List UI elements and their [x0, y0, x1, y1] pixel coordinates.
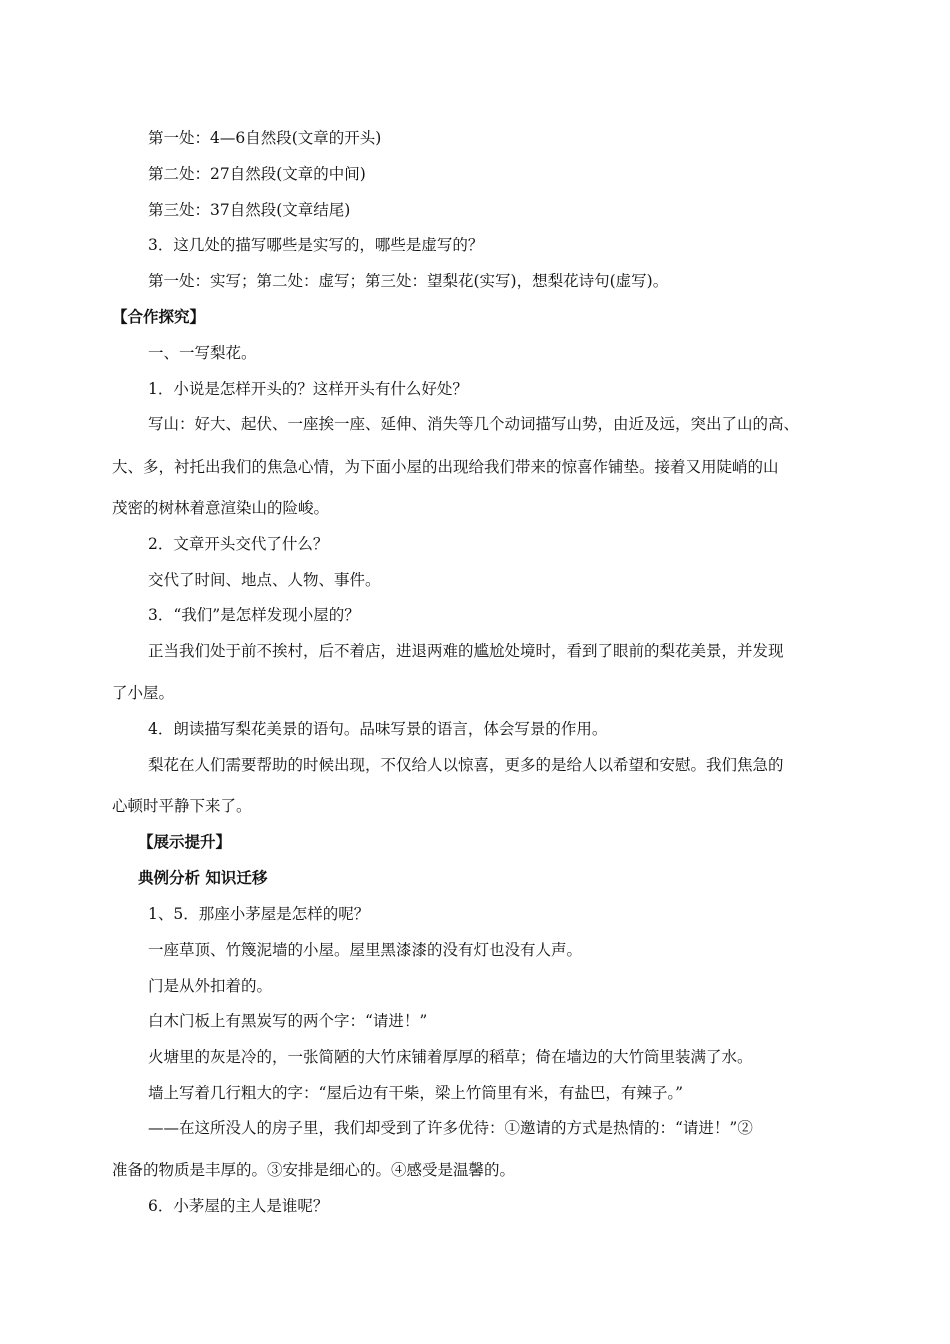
text-line: 第一处：实写；第二处：虚写；第三处：望梨花(实写)，想梨花诗句(虚写)。 [148, 272, 669, 290]
text-line: 大、多，衬托出我们的焦急心情，为下面小屋的出现给我们带来的惊喜作铺垫。接着又用陡峭的山 [112, 458, 779, 476]
text-line: 第二处：27自然段(文章的中间) [148, 165, 366, 183]
subsection-heading: 典例分析 知识迁移 [138, 868, 268, 887]
text-line: 2．文章开头交代了什么？ [148, 535, 329, 553]
text-line: 4．朗读描写梨花美景的语句。品味写景的语言，体会写景的作用。 [148, 720, 608, 738]
text-line: 1、5．那座小茅屋是怎样的呢？ [148, 905, 370, 923]
text-line: 3．“我们”是怎样发现小屋的？ [148, 606, 360, 624]
text-line: 3．这几处的描写哪些是实写的，哪些是虚写的？ [148, 236, 484, 254]
text-line: 心顿时平静下来了。 [112, 797, 252, 815]
text-line: 写山：好大、起伏、一座挨一座、延伸、消失等几个动词描写山势，由近及远，突出了山的高、 [148, 415, 800, 433]
text-line: 了小屋。 [112, 684, 175, 702]
text-line: 第三处：37自然段(文章结尾) [148, 201, 351, 219]
text-line: 准备的物质是丰厚的。③安排是细心的。④感受是温馨的。 [112, 1161, 516, 1179]
text-line: 门是从外扣着的。 [148, 977, 273, 995]
text-line: 正当我们处于前不挨村，后不着店，进退两难的尴尬处境时，看到了眼前的梨花美景，并发现 [148, 642, 784, 660]
text-line: 白木门板上有黑炭写的两个字：“请进！” [148, 1012, 428, 1030]
section-heading: 【展示提升】 [138, 832, 232, 851]
text-line: 第一处：4—6自然段(文章的开头) [148, 129, 382, 147]
text-line: 交代了时间、地点、人物、事件。 [148, 571, 381, 589]
text-line: 一、一写梨花。 [148, 344, 257, 362]
text-line: 6．小茅屋的主人是谁呢？ [148, 1197, 329, 1215]
text-line: 一座草顶、竹篾泥墙的小屋。屋里黑漆漆的没有灯也没有人声。 [148, 941, 583, 959]
section-heading: 【合作探究】 [112, 307, 206, 326]
text-line: 1．小说是怎样开头的？这样开头有什么好处？ [148, 380, 468, 398]
text-line: 墙上写着几行粗大的字：“屋后边有干柴，梁上竹筒里有米，有盐巴，有辣子。” [148, 1084, 684, 1102]
text-line: 火塘里的灰是冷的，一张简陋的大竹床铺着厚厚的稻草；倚在墙边的大竹筒里装满了水。 [148, 1048, 753, 1066]
text-line: 梨花在人们需要帮助的时候出现，不仅给人以惊喜，更多的是给人以希望和安慰。我们焦急的 [148, 756, 784, 774]
text-line: 茂密的树林着意渲染山的险峻。 [112, 499, 330, 517]
text-line: ——在这所没人的房子里，我们却受到了许多优待：①邀请的方式是热情的：“请进！”② [148, 1119, 753, 1137]
